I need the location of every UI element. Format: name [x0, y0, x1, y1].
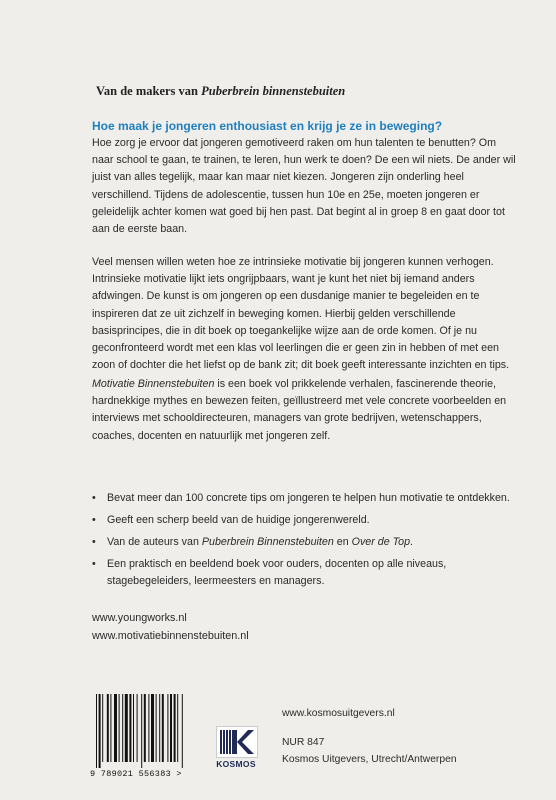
intro-prefix: Van de makers van — [96, 84, 202, 98]
kosmos-logo — [214, 726, 258, 772]
book-title: Motivatie Binnenstebuiten — [92, 378, 215, 390]
book-title: Over de Top — [351, 536, 411, 548]
paragraph-1: Hoe zorg je ervoor dat jongeren gemotiveerd raken om hun talenten te benutten? Om naar school te gaan, te trainen, te leren, hun werk te doen? De een wil niets. De ander wil juist van alles tegelijk, maar kan maar niet kiezen. Jongeren zijn onderling heel verschillend. Tijdens de adolescentie, tussen hun 10e en 25e, moeten jongeren er geleidelijk achter komen wat goed bij hen past. Dat begint al in groep 8 en gaat door tot aan de eerste baan. — [92, 137, 516, 236]
barcode-bar — [182, 694, 183, 768]
barcode-bars — [96, 694, 196, 768]
bullet-icon: • — [92, 514, 96, 526]
list-item — [92, 556, 516, 590]
barcode-bar — [129, 694, 131, 762]
bullet-icon: • — [92, 536, 96, 548]
list-item — [92, 490, 516, 507]
nur-code: NUR 847 — [282, 737, 325, 748]
list-item — [92, 534, 516, 551]
list-item — [92, 512, 516, 529]
barcode-bar — [110, 694, 111, 762]
barcode-bar — [170, 694, 172, 762]
website-motivatie: www.motivatiebinnenstebuiten.nl — [92, 630, 249, 642]
barcode-bar — [133, 694, 134, 762]
bullet-icon: • — [92, 558, 96, 570]
kosmos-k-icon — [217, 727, 257, 757]
bullet-text — [107, 536, 413, 548]
barcode-bar — [159, 694, 160, 762]
intro-book-title: Puberbrein binnenstebuiten — [201, 84, 346, 98]
website-youngworks: www.youngworks.nl — [92, 612, 187, 624]
book-title: Puberbrein Binnenstebuiten — [201, 536, 334, 548]
bullet-text: Bevat meer dan 100 concrete tips om jongeren te helpen hun motivatie te ontdekken. — [107, 492, 510, 504]
barcode-bar — [162, 694, 164, 762]
barcode-bar — [102, 694, 103, 762]
intro-line — [96, 84, 516, 99]
bullet-list — [92, 490, 516, 595]
barcode-bar — [125, 694, 128, 762]
barcode — [90, 694, 202, 790]
kosmos-logo-name: KOSMOS — [216, 759, 256, 769]
bullet-text: Een praktisch en beeldend boek voor ouders, docenten op alle niveaus, stagebegeleiders, leermeesters en managers. — [107, 558, 447, 587]
barcode-bar — [156, 694, 157, 762]
bullet-text-part: . — [410, 536, 414, 548]
paragraph-2: Veel mensen willen weten hoe ze intrinsieke motivatie bij jongeren kunnen verhogen. Intrinsieke motivatie lijkt iets ongrijpbaars, want je kunt het niet bij iemand anders afdwingen. De kunst is om jongeren op een dusdanige manier te begeleiden en te inspireren dat ze uit zichzelf in beweging komen. Hierbij gelden verschillende basisprincipes, die in dit boek op toegankelijke wijze aan de orde komen. Of je nu geconfronteerd wordt met een klas vol leerlingen die er geen zin in hebben of met een zoon of dochter die het liefst op de bank zit; dit boek geeft interessante inzichten en tips. — [92, 256, 510, 372]
barcode-bar — [167, 694, 168, 762]
barcode-bar — [122, 694, 123, 762]
bullet-text: Geeft een scherp beeld van de huidige jongerenwereld. — [107, 514, 370, 526]
publisher-name: Kosmos Uitgevers, Utrecht/Antwerpen — [282, 754, 457, 765]
bullet-text-part: en — [333, 536, 352, 548]
headline: Hoe maak je jongeren enthousiast en krijg je ze in beweging? — [92, 119, 443, 133]
barcode-number: 9 789021 556383 > — [90, 769, 182, 779]
barcode-bar — [141, 694, 142, 768]
kosmos-logo-mark — [216, 726, 258, 758]
paragraph-3 — [92, 376, 516, 445]
barcode-bar — [119, 694, 120, 762]
barcode-bar — [174, 694, 176, 762]
barcode-bar — [177, 694, 178, 762]
barcode-bar — [137, 694, 138, 762]
barcode-bar — [99, 694, 101, 768]
barcode-bar — [151, 694, 154, 762]
bullet-text-part: Van de auteurs van — [107, 536, 202, 548]
barcode-bar — [148, 694, 149, 762]
barcode-bar — [96, 694, 97, 768]
bullet-icon: • — [92, 492, 96, 504]
barcode-bar — [107, 694, 109, 762]
barcode-bar — [144, 694, 146, 762]
barcode-bar — [114, 694, 117, 762]
paragraph-3-text: is een boek vol prikkelende verhalen, fascinerende theorie, hardnekkige mythes en bewezen feiten, geïllustreerd met vele concrete voorbeelden en interviews met schooldirecteuren, managers van grote bedrijven, wetenschappers, coaches, docenten en natuurlijk met jongeren zelf. — [92, 378, 507, 442]
publisher-website: www.kosmosuitgevers.nl — [282, 708, 395, 719]
